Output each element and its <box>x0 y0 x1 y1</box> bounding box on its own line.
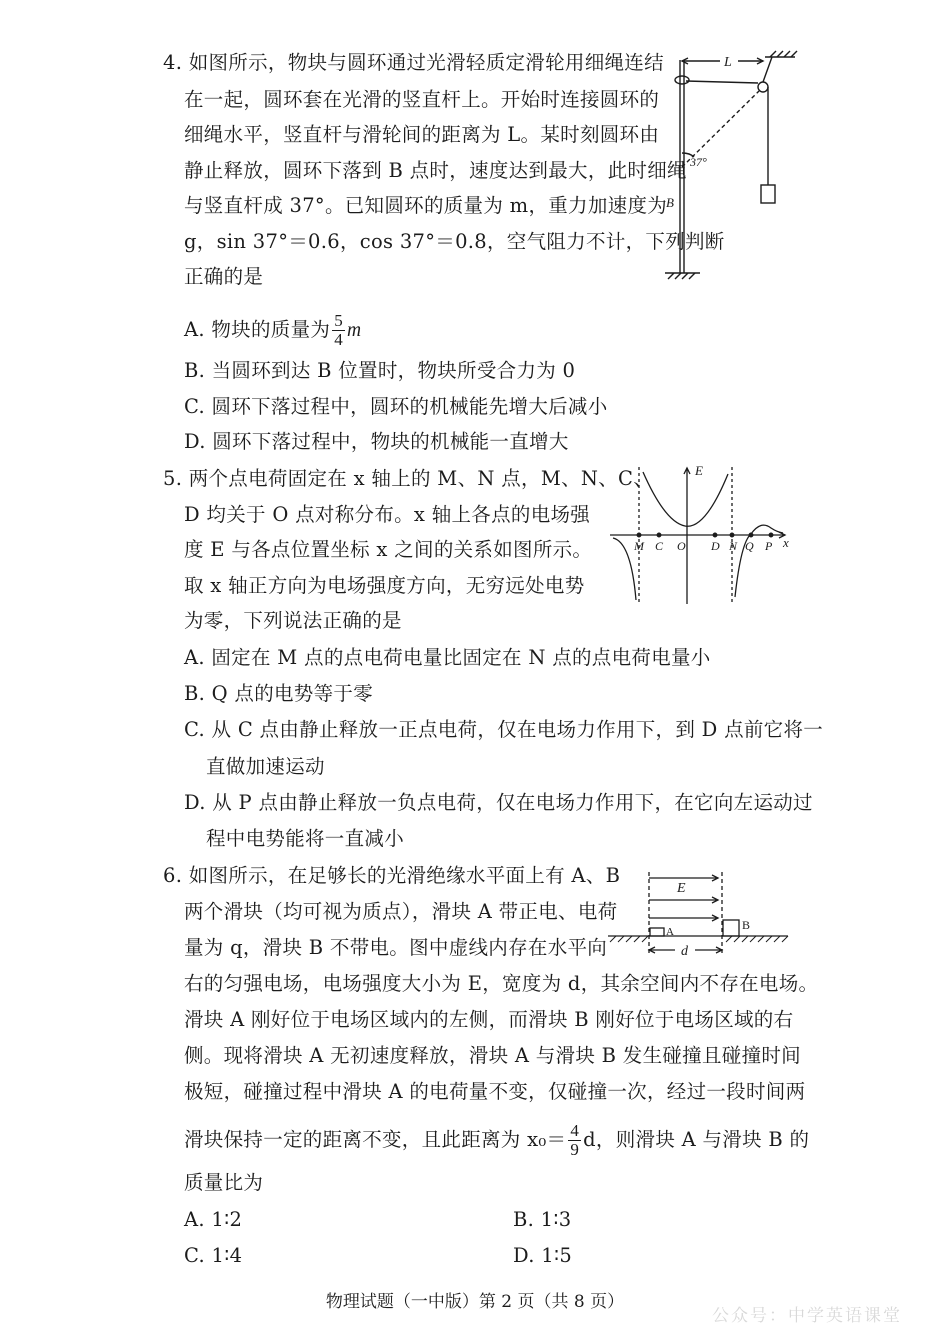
q5-line-5: 为零，下列说法正确的是 <box>184 609 402 632</box>
label-P: P <box>765 539 773 553</box>
label-E: E <box>695 463 703 478</box>
q6-line-9: 质量比为 <box>184 1171 264 1194</box>
label-M: M <box>634 539 644 553</box>
q6-line-8-prefix: 滑块保持一定的距离不变，且此距离为 x₀＝ <box>184 1128 567 1151</box>
q5-option-c: C. 从 C 点由静止释放一正点电荷，仅在电场力作用下，到 D 点前它将一 <box>184 718 824 741</box>
q4-line-5: 与竖直杆成 37°。已知圆环的质量为 m，重力加速度为 <box>184 194 668 217</box>
q6-figure <box>605 868 790 963</box>
label-x: x <box>783 535 789 550</box>
fraction-denominator: 9 <box>570 1140 580 1159</box>
q6-option-d: D. 1∶5 <box>513 1244 573 1267</box>
q6-line-2: 两个滑块（均可视为质点），滑块 A 带正电、电荷 <box>184 900 618 923</box>
curve-middle <box>643 472 728 526</box>
q6-line-4: 右的匀强电场，电场强度大小为 E，宽度为 d，其余空间内不存在电场。 <box>184 972 819 995</box>
fraction-5-4 <box>332 312 345 349</box>
q6-option-b: B. 1∶3 <box>513 1208 572 1231</box>
label-d: d <box>681 944 688 959</box>
q5-option-d-cont: 程中电势能将一直减小 <box>206 827 405 850</box>
label-B: B <box>742 918 751 932</box>
fraction-denominator: 4 <box>334 330 343 349</box>
label-N: N <box>729 539 738 553</box>
fraction-4-9 <box>568 1122 581 1159</box>
q6-option-c: C. 1∶4 <box>184 1244 243 1267</box>
q6-line-3: 量为 q，滑块 B 不带电。图中虚线内存在水平向 <box>184 936 608 959</box>
q4-line-6: g，sin 37°＝0.6，cos 37°＝0.8，空气阻力不计，下列判断 <box>184 230 725 253</box>
q6-line-7: 极短，碰撞过程中滑块 A 的电荷量不变，仅碰撞一次，经过一段时间两 <box>184 1080 806 1103</box>
q6-line-6: 侧。现将滑块 A 无初速度释放，滑块 A 与滑块 B 发生碰撞且碰撞时间 <box>184 1044 801 1067</box>
q4-line-4: 静止释放，圆环下落到 B 点时，速度达到最大，此时细绳 <box>184 159 687 182</box>
label-B: B <box>666 195 674 210</box>
q5-line-2: D 均关于 O 点对称分布。x 轴上各点的电场强 <box>184 503 591 526</box>
q5-option-b: B. Q 点的电势等于零 <box>184 682 374 705</box>
q6-line-1: 6. 如图所示，在足够长的光滑绝缘水平面上有 A、B <box>163 864 621 887</box>
label-Q: Q <box>745 539 754 553</box>
label-angle: 37° <box>690 155 707 169</box>
q4-line-3: 细绳水平，竖直杆与滑轮间的距离为 L。某时刻圆环由 <box>184 123 660 146</box>
curve-right <box>735 525 783 597</box>
q4-option-c: C. 圆环下落过程中，圆环的机械能先增大后减小 <box>184 395 608 418</box>
q6-line-5: 滑块 A 刚好位于电场区域内的左侧，而滑块 B 刚好位于电场区域的右 <box>184 1008 794 1031</box>
q4-option-a-suffix: m <box>347 320 362 341</box>
fraction-numerator: 5 <box>334 311 343 330</box>
q4-line-7: 正确的是 <box>184 265 264 288</box>
q5-line-3: 度 E 与各点位置坐标 x 之间的关系如图所示。 <box>184 538 593 561</box>
label-D: D <box>711 539 720 553</box>
q6-line-8 <box>184 1122 809 1159</box>
block-icon <box>761 185 775 203</box>
q5-option-a: A. 固定在 M 点的点电荷电量比固定在 N 点的点电荷电量小 <box>184 646 711 669</box>
q5-figure <box>605 462 795 607</box>
q6-line-8-suffix: d，则滑块 A 与滑块 B 的 <box>583 1128 810 1151</box>
rope-horizontal <box>686 81 758 83</box>
q4-line-2: 在一起，圆环套在光滑的竖直杆上。开始时连接圆环的 <box>184 88 660 111</box>
curve-left <box>613 538 636 600</box>
fraction-numerator: 4 <box>570 1121 580 1140</box>
q5-line-4: 取 x 轴正方向为电场强度方向，无穷远处电势 <box>184 574 585 597</box>
q4-figure <box>660 45 800 285</box>
ring-icon <box>675 76 689 84</box>
q5-line-1: 5. 两个点电荷固定在 x 轴上的 M、N 点，M、N、C、 <box>163 467 654 490</box>
watermark: 公众号：中学英语课堂 <box>712 1306 902 1326</box>
q4-option-b: B. 当圆环到达 B 位置时，物块所受合力为 0 <box>184 359 576 382</box>
label-C: C <box>655 539 664 553</box>
q5-option-c-cont: 直做加速运动 <box>206 755 325 778</box>
page-footer: 物理试题（一中版）第 2 页（共 8 页） <box>325 1292 625 1312</box>
label-E: E <box>677 881 686 896</box>
slider-b-icon <box>723 920 739 936</box>
label-L: L <box>724 55 732 70</box>
label-O: O <box>677 539 686 553</box>
q4-option-d: D. 圆环下落过程中，物块的机械能一直增大 <box>184 430 569 453</box>
q6-option-a: A. 1∶2 <box>184 1208 243 1231</box>
q4-line-1: 4. 如图所示，物块与圆环通过光滑轻质定滑轮用细绳连结 <box>163 51 664 74</box>
slider-a-icon <box>650 928 664 936</box>
q5-option-d: D. 从 P 点由静止释放一负点电荷，仅在电场力作用下，在它向左运动过 <box>184 791 813 814</box>
label-A: A <box>666 926 674 938</box>
q4-option-a <box>184 312 361 349</box>
pulley-icon <box>758 82 768 92</box>
q4-option-a-prefix: A. 物块的质量为 <box>184 318 331 341</box>
